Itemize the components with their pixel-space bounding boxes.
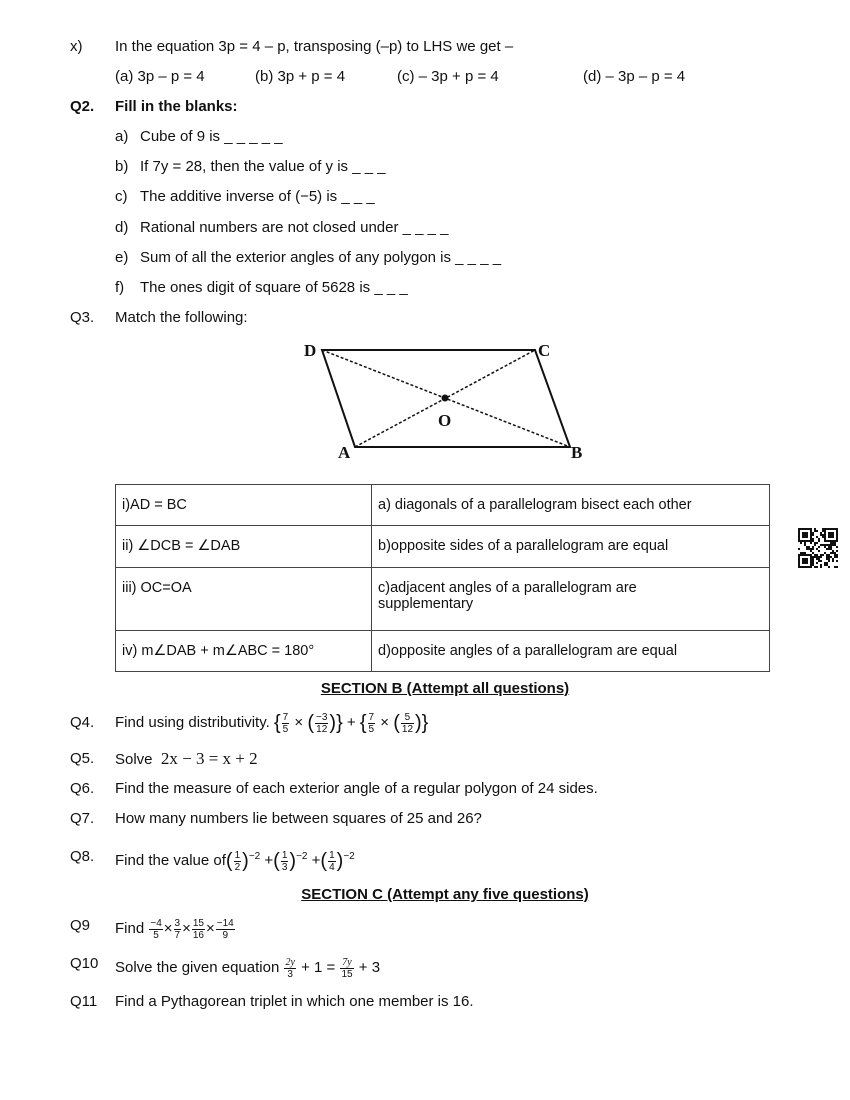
option-c: (c) – 3p + p = 4: [397, 68, 499, 85]
question-number: Q7.: [70, 810, 95, 827]
question-7-text: How many numbers lie between squares of 25 and 26?: [115, 810, 482, 827]
blank-label: e): [115, 249, 129, 266]
qr-code: [798, 528, 838, 568]
question-number: x): [70, 38, 83, 55]
blank-text: Sum of all the exterior angles of any polygon is _ _ _ _: [140, 249, 502, 266]
left-cell: i)AD = BC: [116, 485, 372, 526]
table-row: [116, 485, 770, 526]
blank-text: Rational numbers are not closed under _ _ _ _: [140, 219, 449, 236]
center-label-o: O: [438, 411, 452, 430]
left-cell: ii) ∠DCB = ∠DAB: [116, 526, 372, 568]
option-b: (b) 3p + p = 4: [255, 68, 346, 85]
parallelogram-diagram: [0, 0, 850, 470]
fraction: $\frac{-3}{12}$: [316, 711, 328, 735]
question-title: Fill in the blanks:: [115, 98, 238, 115]
question-number: Q4.: [70, 714, 95, 731]
table-row: [116, 568, 770, 631]
right-cell: a) diagonals of a parallelogram bisect each other: [372, 485, 770, 526]
table-row: [116, 631, 770, 672]
fraction: $\frac{2y}{3}$: [285, 956, 295, 980]
vertex-label-b: B: [571, 443, 583, 462]
section-c-heading: SECTION C (Attempt any five questions): [301, 886, 589, 903]
option-a: (a) 3p – p = 4: [115, 68, 205, 85]
blank-text: The ones digit of square of 5628 is _ _ _: [140, 279, 408, 296]
right-cell: c)adjacent angles of a parallelogram are supplementary: [372, 568, 770, 631]
question-number: Q11: [70, 993, 98, 1010]
section-b-heading: SECTION B (Attempt all questions): [320, 680, 570, 697]
blank-label: d): [115, 219, 129, 236]
table-row: [116, 526, 770, 568]
match-table: [115, 484, 770, 672]
question-text: Solve the given equation $\frac{2y}{3}$ + 1 = $\frac{7y}{15}$ + 3: [115, 956, 381, 980]
question-label: Find using distributivity.: [115, 714, 270, 731]
right-cell: b)opposite sides of a parallelogram are equal: [372, 526, 770, 568]
equation: 2x − 3 = x + 2: [160, 749, 258, 768]
fraction: $\frac{-4}{5}$: [150, 917, 162, 941]
fraction: $\frac{-14}{9}$: [216, 917, 234, 941]
question-11-text: Find a Pythagorean triplet in which one member is 16.: [115, 993, 474, 1010]
question-number: Q8.: [70, 848, 95, 865]
question-text: In the equation 3p = 4 – p, transposing (–p) to LHS we get –: [115, 38, 514, 55]
blank-label: c): [115, 188, 128, 205]
left-cell: iv) m∠DAB + m∠ABC = 180°: [116, 631, 372, 672]
option-d: (d) – 3p – p = 4: [583, 68, 686, 85]
question-number: Q5.: [70, 750, 95, 767]
fraction: $\frac{7}{5}$: [368, 711, 375, 735]
left-cell: iii) OC=OA: [116, 568, 372, 631]
blank-text: Cube of 9 is _ _ _ _ _: [140, 128, 283, 145]
vertex-label-d: D: [304, 341, 317, 360]
fraction: $\frac{7y}{15}$: [341, 956, 353, 980]
question-number: Q3.: [70, 309, 95, 326]
center-point-o: [442, 395, 449, 402]
question-text: Solve 2x − 3 = x + 2: [115, 749, 258, 768]
question-6-text: Find the measure of each exterior angle of a regular polygon of 24 sides.: [115, 780, 598, 797]
question-title: Match the following:: [115, 309, 248, 326]
blank-label: b): [115, 158, 129, 175]
fraction: $\frac{1}{3}$: [281, 849, 288, 873]
fraction: $\frac{5}{12}$: [401, 711, 414, 735]
blank-label: a): [115, 128, 129, 145]
fraction: $\frac{1}{4}$: [329, 849, 335, 873]
question-text: Find using distributivity. { $\frac{7}{5}$ × ( $\frac{-3}{12}$ )} + { $\frac{7}{5}$ × ( $\frac{5}{12}$ )}: [115, 711, 429, 735]
blank-text: The additive inverse of (−5) is _ _ _: [140, 188, 375, 205]
question-number: Q9: [70, 917, 91, 934]
question-text: Find the value of( $\frac{1}{2}$ )$^{-2}$ +( $\frac{1}{3}$ )$^{-2}$ +( $\frac{1}{4}$ )$^{-2}$: [115, 849, 355, 873]
fraction: $\frac{1}{2}$: [234, 849, 241, 873]
fraction: $\frac{3}{7}$: [174, 917, 181, 941]
blank-label: f): [115, 279, 125, 296]
blank-text: If 7y = 28, then the value of y is _ _ _: [140, 158, 386, 175]
question-text: Find $\frac{-4}{5}$ × $\frac{3}{7}$ × $\frac{15}{16}$ × $\frac{-14}{9}$: [115, 917, 234, 941]
question-number: Q2.: [70, 98, 95, 115]
question-number: Q6.: [70, 780, 95, 797]
right-cell: d)opposite angles of a parallelogram are equal: [372, 631, 770, 672]
question-number: Q10: [70, 955, 99, 972]
vertex-label-c: C: [538, 341, 551, 360]
vertex-label-a: A: [338, 443, 351, 462]
fraction: $\frac{7}{5}$: [282, 711, 289, 735]
fraction: $\frac{15}{16}$: [192, 917, 204, 941]
